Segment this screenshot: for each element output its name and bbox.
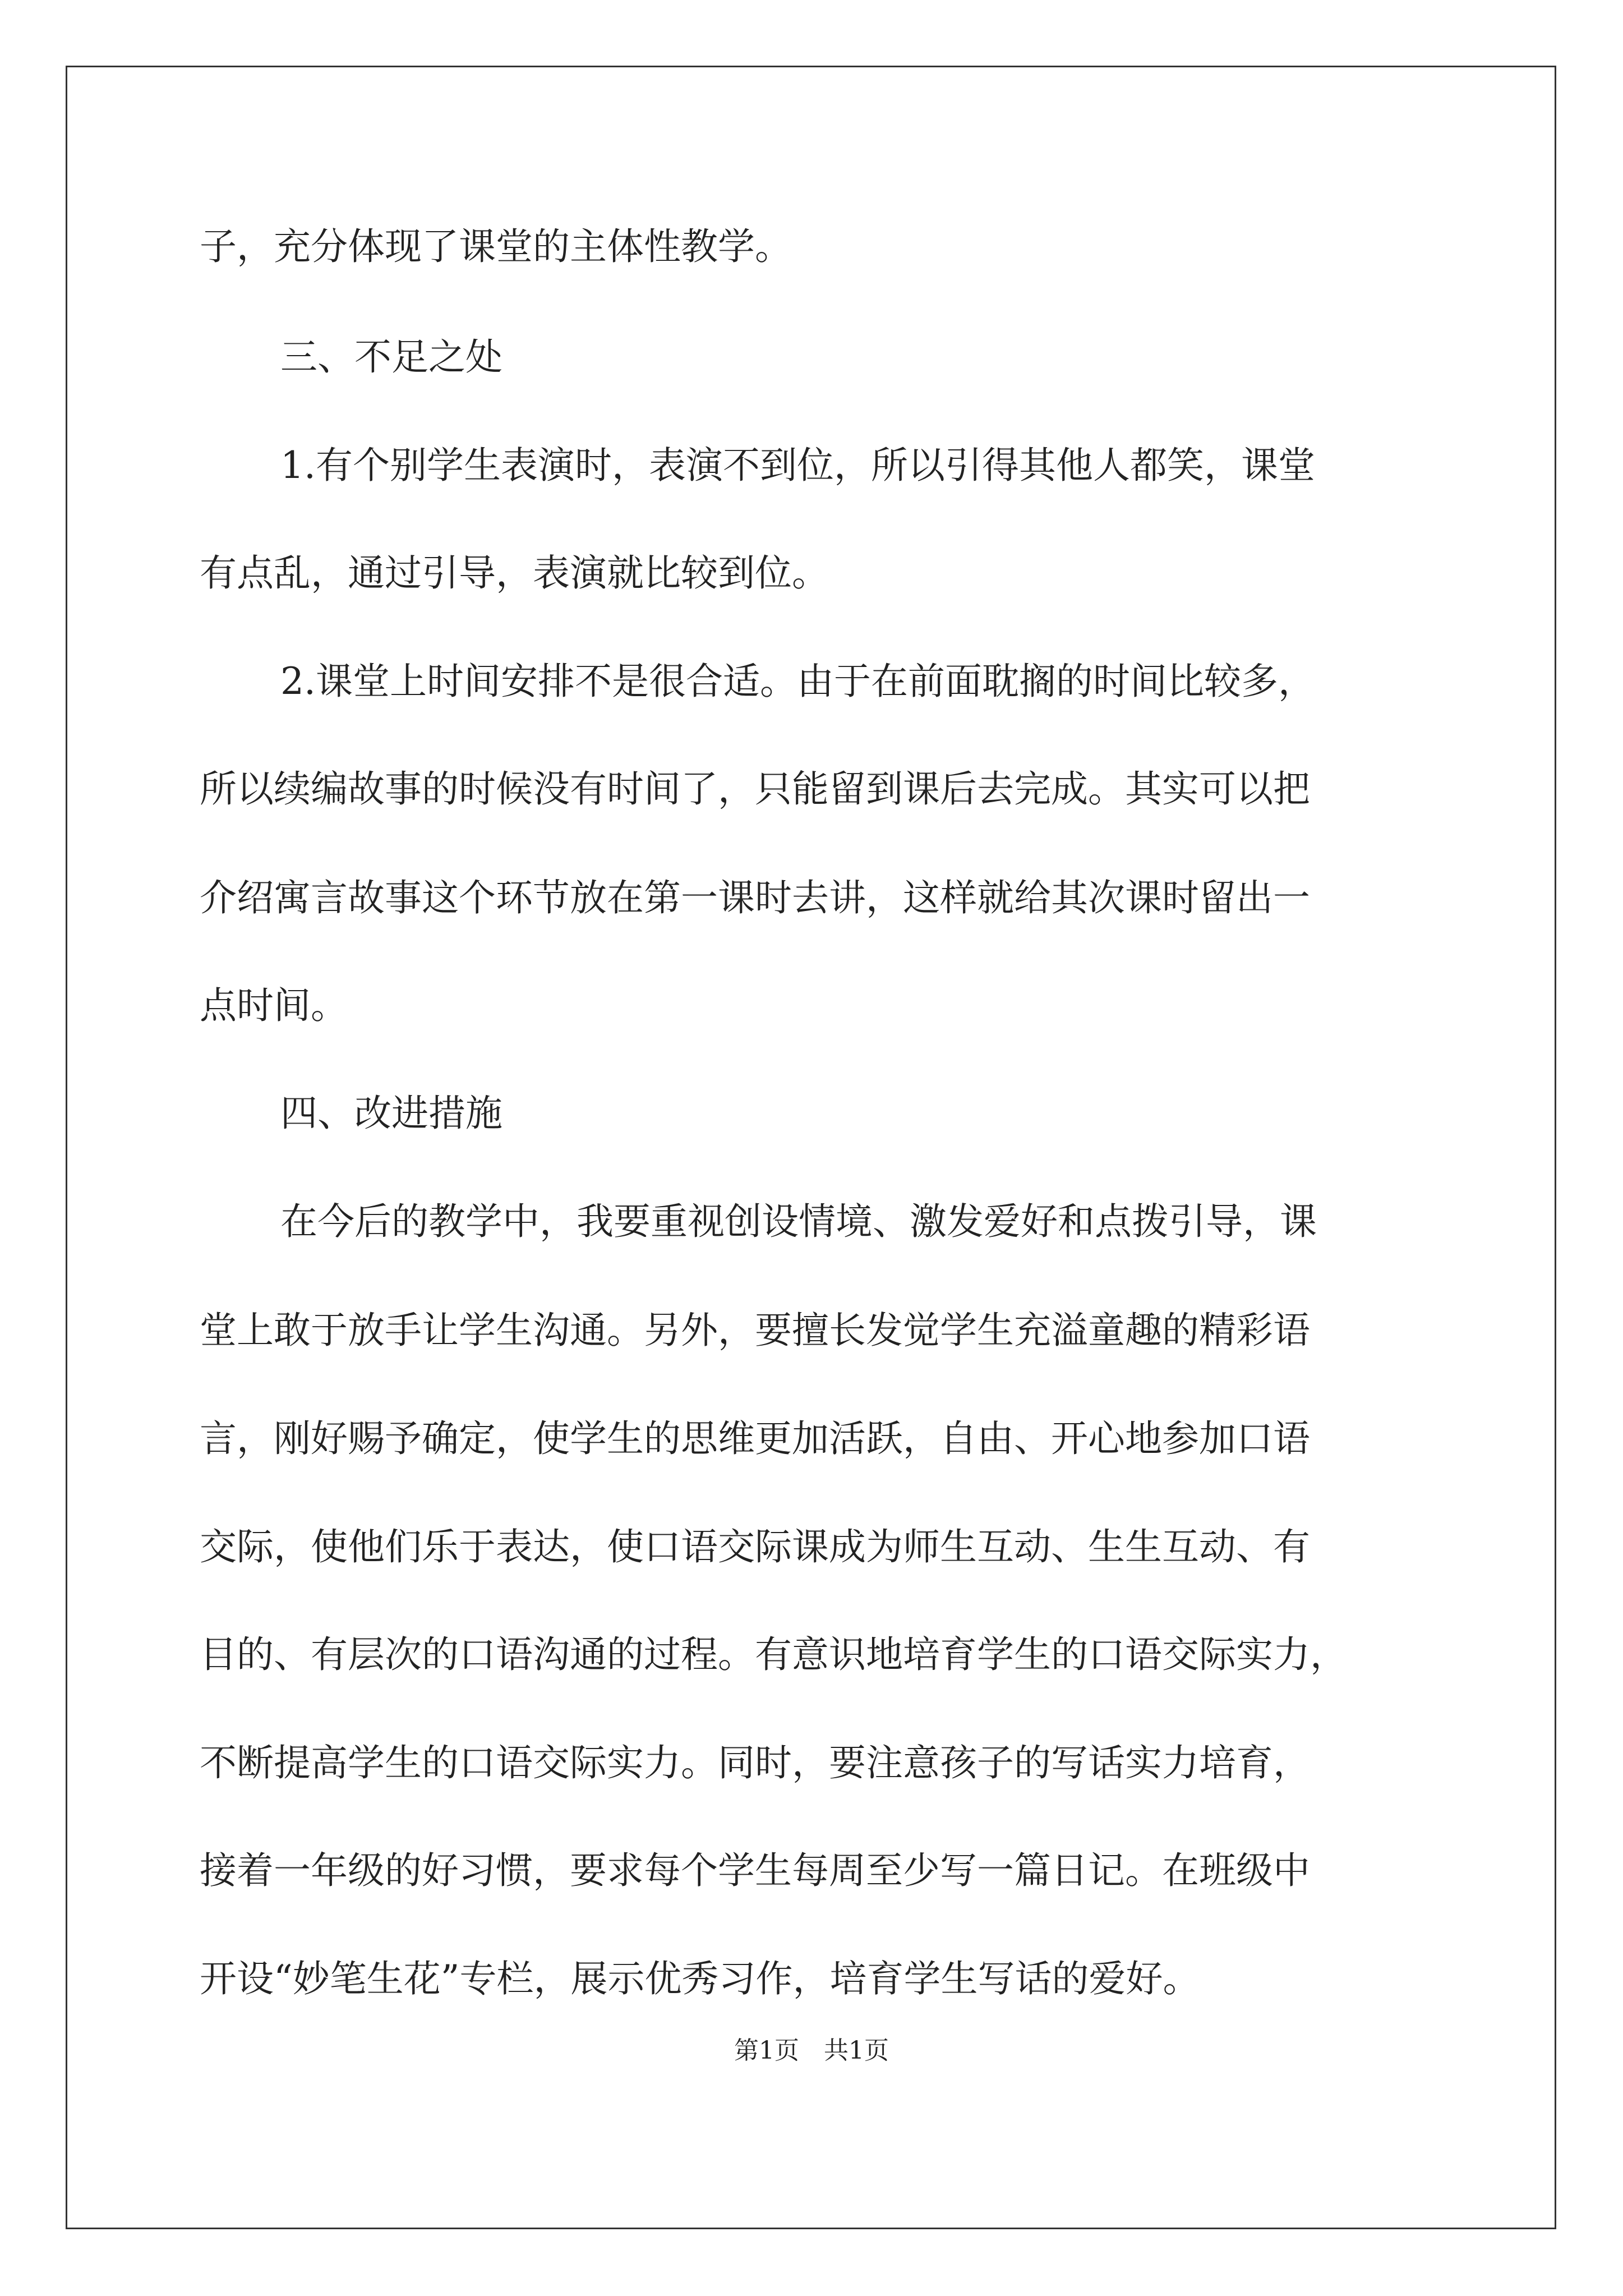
list-item-1: 1.有个别学生表演时，表演不到位，所以引得其他人都笑，课堂 bbox=[280, 444, 1315, 487]
body-line: 言，刚好赐予确定，使学生的思维更加活跃，自由、开心地参加口语 bbox=[200, 1417, 1310, 1460]
page-border bbox=[66, 66, 1556, 2229]
body-line: 堂上敢于放手让学生沟通。另外，要擅长发觉学生充溢童趣的精彩语 bbox=[200, 1309, 1310, 1352]
body-line: 开设“妙笔生花”专栏，展示优秀习作，培育学生写话的爱好。 bbox=[200, 1957, 1200, 2000]
body-line: 有点乱，通过引导，表演就比较到位。 bbox=[200, 551, 829, 595]
body-line: 所以续编故事的时候没有时间了，只能留到课后去完成。其实可以把 bbox=[200, 767, 1310, 811]
section-heading-improvements: 四、改进措施 bbox=[280, 1092, 502, 1135]
body-line: 介绍寓言故事这个环节放在第一课时去讲，这样就给其次课时留出一 bbox=[200, 876, 1310, 919]
body-line: 子，充分体现了课堂的主体性教学。 bbox=[200, 225, 792, 268]
body-line: 交际，使他们乐于表达，使口语交际课成为师生互动、生生互动、有 bbox=[200, 1525, 1310, 1568]
body-line: 不断提高学生的口语交际实力。同时，要注意孩子的写话实力培育， bbox=[200, 1741, 1310, 1784]
list-item-2: 2.课堂上时间安排不是很合适。由于在前面耽搁的时间比较多， bbox=[280, 660, 1315, 703]
body-line: 接着一年级的好习惯，要求每个学生每周至少写一篇日记。在班级中 bbox=[200, 1849, 1310, 1892]
body-line: 目的、有层次的口语沟通的过程。有意识地培育学生的口语交际实力， bbox=[200, 1633, 1347, 1676]
section-heading-shortcomings: 三、不足之处 bbox=[280, 335, 502, 379]
paragraph-start: 在今后的教学中，我要重视创设情境、激发爱好和点拨引导，课 bbox=[280, 1200, 1317, 1243]
body-line: 点时间。 bbox=[200, 984, 348, 1027]
page-number-footer: 第1页 共1页 bbox=[734, 2036, 889, 2065]
